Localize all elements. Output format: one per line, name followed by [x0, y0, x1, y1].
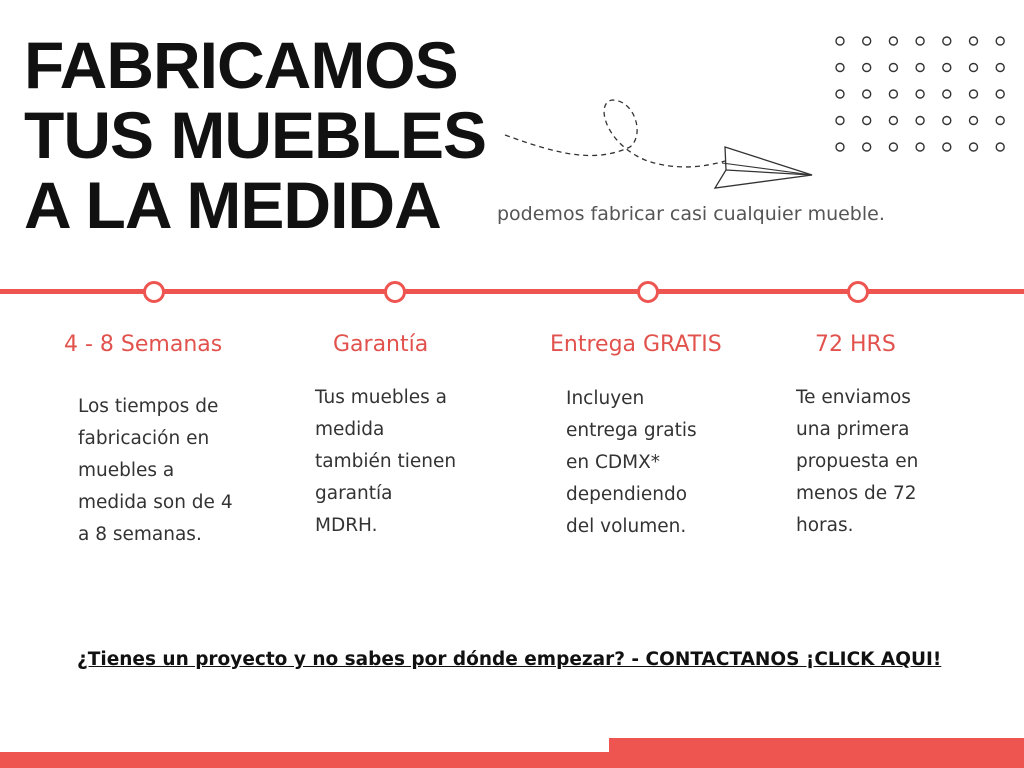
- decor-dot: [943, 90, 951, 98]
- decor-dot: [996, 37, 1004, 45]
- decor-dot: [836, 117, 844, 125]
- paper-plane-icon: [500, 95, 820, 205]
- decor-dot: [863, 143, 871, 151]
- feature-text-line: medida: [315, 419, 385, 440]
- feature-text-line: Incluyen: [566, 388, 645, 409]
- feature-title-weeks: 4 - 8 Semanas: [64, 332, 223, 357]
- timeline-node: [384, 281, 406, 303]
- decor-dot: [889, 37, 897, 45]
- feature-text-delivery: [566, 383, 697, 543]
- feature-text-line: a 8 semanas.: [78, 524, 202, 545]
- contact-cta-link[interactable]: ¿Tienes un proyecto y no sabes por dónde empezar? - CONTACTANOS ¡CLICK AQUI!: [77, 649, 942, 670]
- feature-text-warranty: [315, 382, 456, 542]
- feature-title-72hrs: 72 HRS: [815, 332, 896, 357]
- feature-text-line: horas.: [796, 515, 854, 536]
- decor-dot: [970, 64, 978, 72]
- feature-text-line: Te enviamos: [796, 387, 911, 408]
- feature-title-warranty: Garantía: [333, 332, 429, 357]
- decor-dot: [916, 90, 924, 98]
- hero-title: [24, 30, 486, 240]
- feature-text-72hrs: [796, 382, 918, 542]
- decor-dot: [996, 64, 1004, 72]
- timeline-node: [637, 281, 659, 303]
- hero-subtitle: podemos fabricar casi cualquier mueble.: [497, 203, 885, 225]
- decor-dot: [970, 37, 978, 45]
- decor-dot: [916, 117, 924, 125]
- decor-dot: [889, 90, 897, 98]
- feature-text-weeks: [78, 391, 233, 551]
- footer-bar: [0, 752, 612, 768]
- feature-text-line: del volumen.: [566, 516, 687, 537]
- feature-text-line: medida son de 4: [78, 492, 233, 513]
- decor-dot: [996, 90, 1004, 98]
- feature-text-line: MDRH.: [315, 515, 378, 536]
- decor-dot: [863, 90, 871, 98]
- feature-text-line: garantía: [315, 483, 393, 504]
- feature-text-line: una primera: [796, 419, 910, 440]
- decor-dot: [970, 117, 978, 125]
- decor-dot: [943, 37, 951, 45]
- feature-text-line: en CDMX*: [566, 452, 661, 473]
- feature-title-delivery: Entrega GRATIS: [550, 332, 722, 357]
- decor-dot: [970, 90, 978, 98]
- decor-dot: [863, 37, 871, 45]
- feature-text-line: Tus muebles a: [315, 387, 447, 408]
- decor-dot: [943, 143, 951, 151]
- feature-text-line: Los tiempos de: [78, 396, 219, 417]
- dot-grid-decoration: [834, 34, 1024, 154]
- decor-dot: [836, 64, 844, 72]
- decor-dot: [863, 117, 871, 125]
- decor-dot: [836, 90, 844, 98]
- feature-text-line: propuesta en: [796, 451, 919, 472]
- timeline-node: [847, 281, 869, 303]
- hero-title-line: FABRICAMOS: [24, 28, 458, 102]
- decor-dot: [916, 143, 924, 151]
- feature-text-line: también tienen: [315, 451, 457, 472]
- hero-title-line: A LA MEDIDA: [24, 168, 441, 242]
- feature-text-line: muebles a: [78, 460, 175, 481]
- decor-dot: [943, 117, 951, 125]
- decor-dot: [970, 143, 978, 151]
- decor-dot: [889, 64, 897, 72]
- timeline-node: [143, 281, 165, 303]
- feature-text-line: dependiendo: [566, 484, 688, 505]
- decor-dot: [916, 37, 924, 45]
- decor-dot: [996, 143, 1004, 151]
- decor-dot: [996, 117, 1004, 125]
- decor-dot: [889, 117, 897, 125]
- decor-dot: [836, 37, 844, 45]
- hero-title-line: TUS MUEBLES: [24, 98, 487, 172]
- feature-text-line: entrega gratis: [566, 420, 697, 441]
- decor-dot: [916, 64, 924, 72]
- feature-text-line: menos de 72: [796, 483, 917, 504]
- decor-dot: [836, 143, 844, 151]
- decor-dot: [889, 143, 897, 151]
- decor-dot: [863, 64, 871, 72]
- feature-text-line: fabricación en: [78, 428, 210, 449]
- footer-bar-accent: [609, 738, 1024, 768]
- decor-dot: [943, 64, 951, 72]
